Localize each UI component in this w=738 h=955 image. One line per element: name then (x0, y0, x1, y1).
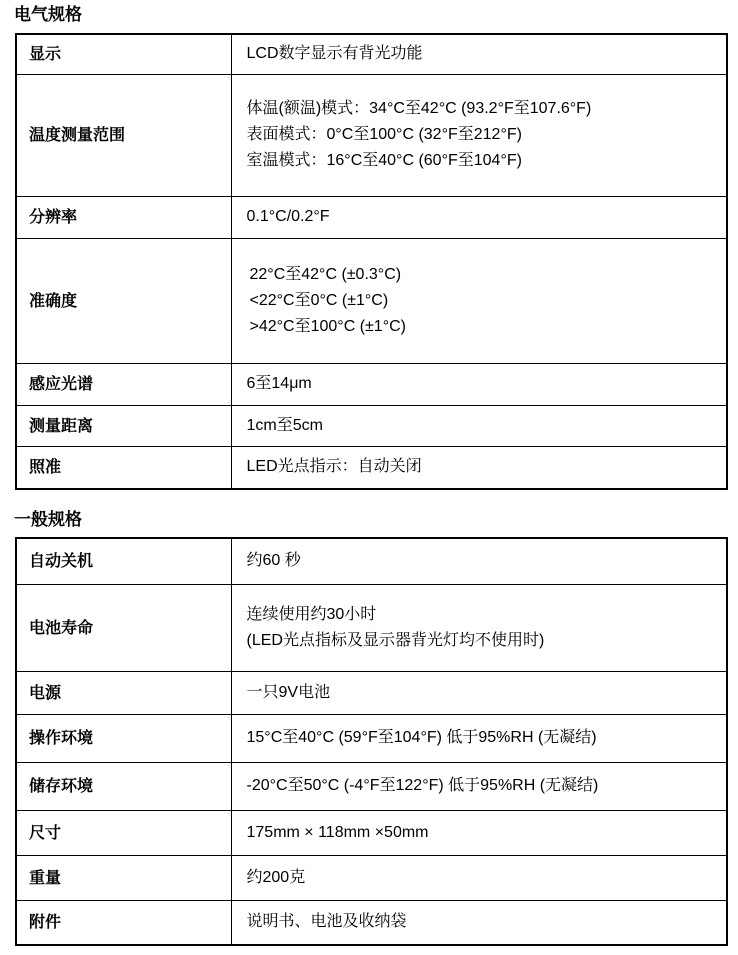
row-label: 尺寸 (16, 810, 231, 855)
row-label: 准确度 (16, 238, 231, 363)
table-row (16, 196, 727, 238)
row-label: 自动关机 (16, 538, 231, 584)
value-line: 体温(额温)模式：34°C至42°C (93.2°F至107.6°F) (246, 100, 592, 117)
table-row (16, 762, 727, 810)
row-value (231, 238, 727, 363)
row-value (231, 196, 727, 238)
row-label: 测量距离 (16, 405, 231, 446)
table-row (16, 671, 727, 714)
row-label: 分辨率 (16, 196, 231, 238)
value-line: LCD数字显示有背光功能 (246, 45, 423, 63)
table-row (16, 405, 727, 446)
value-line: -20°C至50°C (-4°F至122°F) 低于95%RH (无凝结) (246, 777, 599, 794)
row-label: 附件 (16, 900, 231, 945)
value-line: 6至14μm (246, 375, 312, 392)
value-line: >42°C至100°C (±1°C) (249, 317, 406, 335)
row-label: 电源 (16, 671, 231, 714)
row-value (231, 446, 727, 489)
value-line: 说明书、电池及收纳袋 (246, 913, 407, 931)
row-label: 重量 (16, 855, 231, 900)
table-row (16, 900, 727, 945)
row-value (231, 855, 727, 900)
row-label: 温度测量范围 (16, 74, 231, 196)
row-value (231, 363, 727, 405)
row-value (231, 900, 727, 945)
table-row (16, 538, 727, 584)
value-line: 连续使用约30小时 (246, 605, 377, 623)
value-line: 15°C至40°C (59°F至104°F) 低于95%RH (无凝结) (246, 729, 597, 746)
row-value (231, 714, 727, 762)
value-line: 175mm × 118mm ×50mm (246, 823, 429, 841)
table-row (16, 584, 727, 671)
value-line: 1cm至5cm (246, 416, 323, 434)
row-label: 储存环境 (16, 762, 231, 810)
row-value (231, 34, 727, 74)
value-line: 约200克 (246, 868, 306, 886)
table-row (16, 855, 727, 900)
table-row (16, 810, 727, 855)
table-row (16, 238, 727, 363)
value-line: 室温模式：16°C至40°C (60°F至104°F) (246, 152, 522, 169)
row-value (231, 671, 727, 714)
value-line: 一只9V电池 (246, 683, 331, 701)
value-line: (LED光点指标及显示器背光灯均不使用时) (246, 631, 545, 649)
electrical-spec-table (15, 33, 728, 490)
row-label: 感应光谱 (16, 363, 231, 405)
row-label: 照准 (16, 446, 231, 489)
value-line: 22°C至42°C (±0.3°C) (249, 265, 402, 283)
row-value (231, 810, 727, 855)
row-value (231, 538, 727, 584)
table-row (16, 34, 727, 74)
row-value (231, 405, 727, 446)
table-row (16, 714, 727, 762)
value-line: 约60 秒 (246, 552, 301, 570)
value-line: <22°C至0°C (±1°C) (249, 291, 389, 309)
value-line: LED光点指示：自动关闭 (246, 458, 422, 476)
row-value (231, 74, 727, 196)
value-line: 表面模式：0°C至100°C (32°F至212°F) (246, 126, 522, 143)
general-spec-table (15, 537, 728, 946)
value-line: 0.1°C/0.2°F (246, 208, 330, 225)
table-row (16, 446, 727, 489)
table-row (16, 363, 727, 405)
table-row (16, 74, 727, 196)
row-label: 电池寿命 (16, 584, 231, 671)
row-label: 操作环境 (16, 714, 231, 762)
row-value (231, 762, 727, 810)
row-value (231, 584, 727, 671)
section-title-electrical: 电气规格 (14, 5, 82, 25)
section-title-general: 一般规格 (14, 510, 82, 530)
row-label: 显示 (16, 34, 231, 74)
